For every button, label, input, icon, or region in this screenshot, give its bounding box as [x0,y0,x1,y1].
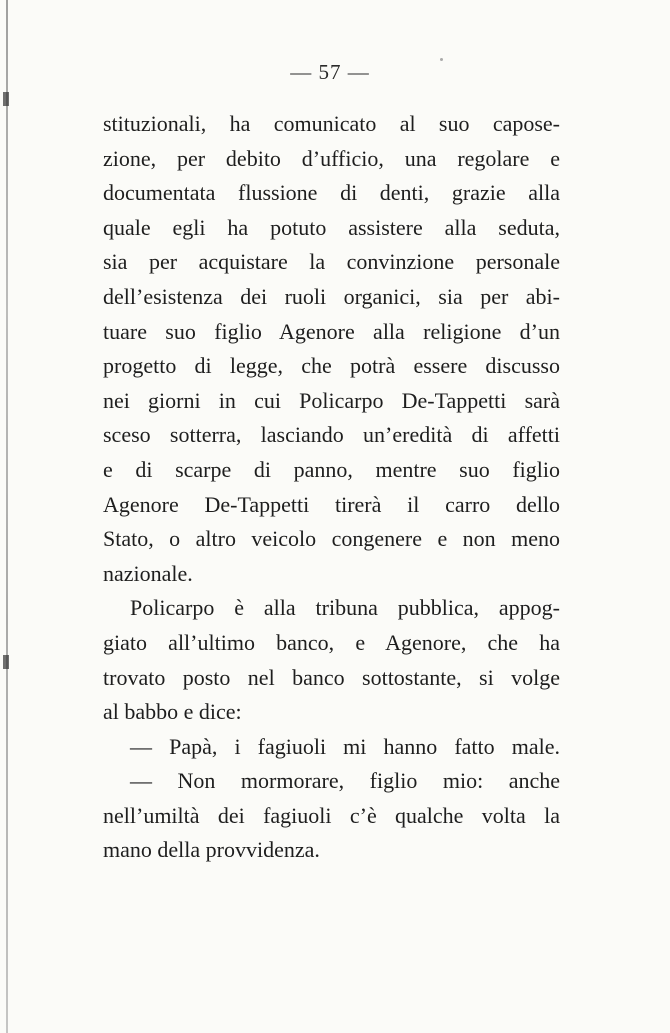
text-line: al babbo e dice: [103,699,242,725]
text-line: Stato, o altro veicolo congenere e non meno [103,526,560,552]
text-line: quale egli ha potuto assistere alla seduta, [103,214,560,240]
text-line: dell’esistenza dei ruoli organici, sia per abi- [103,283,560,309]
text-line: nei giorni in cui Policarpo De-Tappetti sarà [103,387,560,413]
text-line: tuare suo figlio Agenore alla religione d’un [103,318,560,344]
binding-mark [3,92,9,106]
text-line: nazionale. [103,560,193,586]
text-line: stituzionali, ha comunicato al suo capose- [103,111,560,136]
binding-mark [3,655,9,669]
text-line: Agenore De-Tappetti tirerà il carro dello [103,491,560,517]
body-text [103,107,560,868]
text-line: giato all’ultimo banco, e Agenore, che ha [103,629,560,655]
text-line: sceso sotterra, lasciando un’eredità di affetti [103,422,560,448]
text-line: nell’umiltà dei fagiuoli c’è qualche volta la [103,802,560,828]
text-line: Policarpo è alla tribuna pubblica, appog- [130,595,560,621]
text-line: zione, per debito d’ufficio, una regolare e [103,145,560,171]
text-line: documentata flussione di denti, grazie alla [103,180,560,206]
text-line: sia per acquistare la convinzione personale [103,249,560,275]
text-line: trovato posto nel banco sottostante, si volge [103,664,560,690]
page-number: — 57 — [290,60,370,84]
text-line: e di scarpe di panno, mentre suo figlio [103,456,560,482]
dialogue-line: — Non mormorare, figlio mio: anche [130,768,560,794]
binding-edge [6,0,8,1033]
text-line: progetto di legge, che potrà essere discusso [103,353,560,379]
dialogue-line: — Papà, i fagiuoli mi hanno fatto male. [130,733,560,759]
text-line: mano della provvidenza. [103,837,320,863]
